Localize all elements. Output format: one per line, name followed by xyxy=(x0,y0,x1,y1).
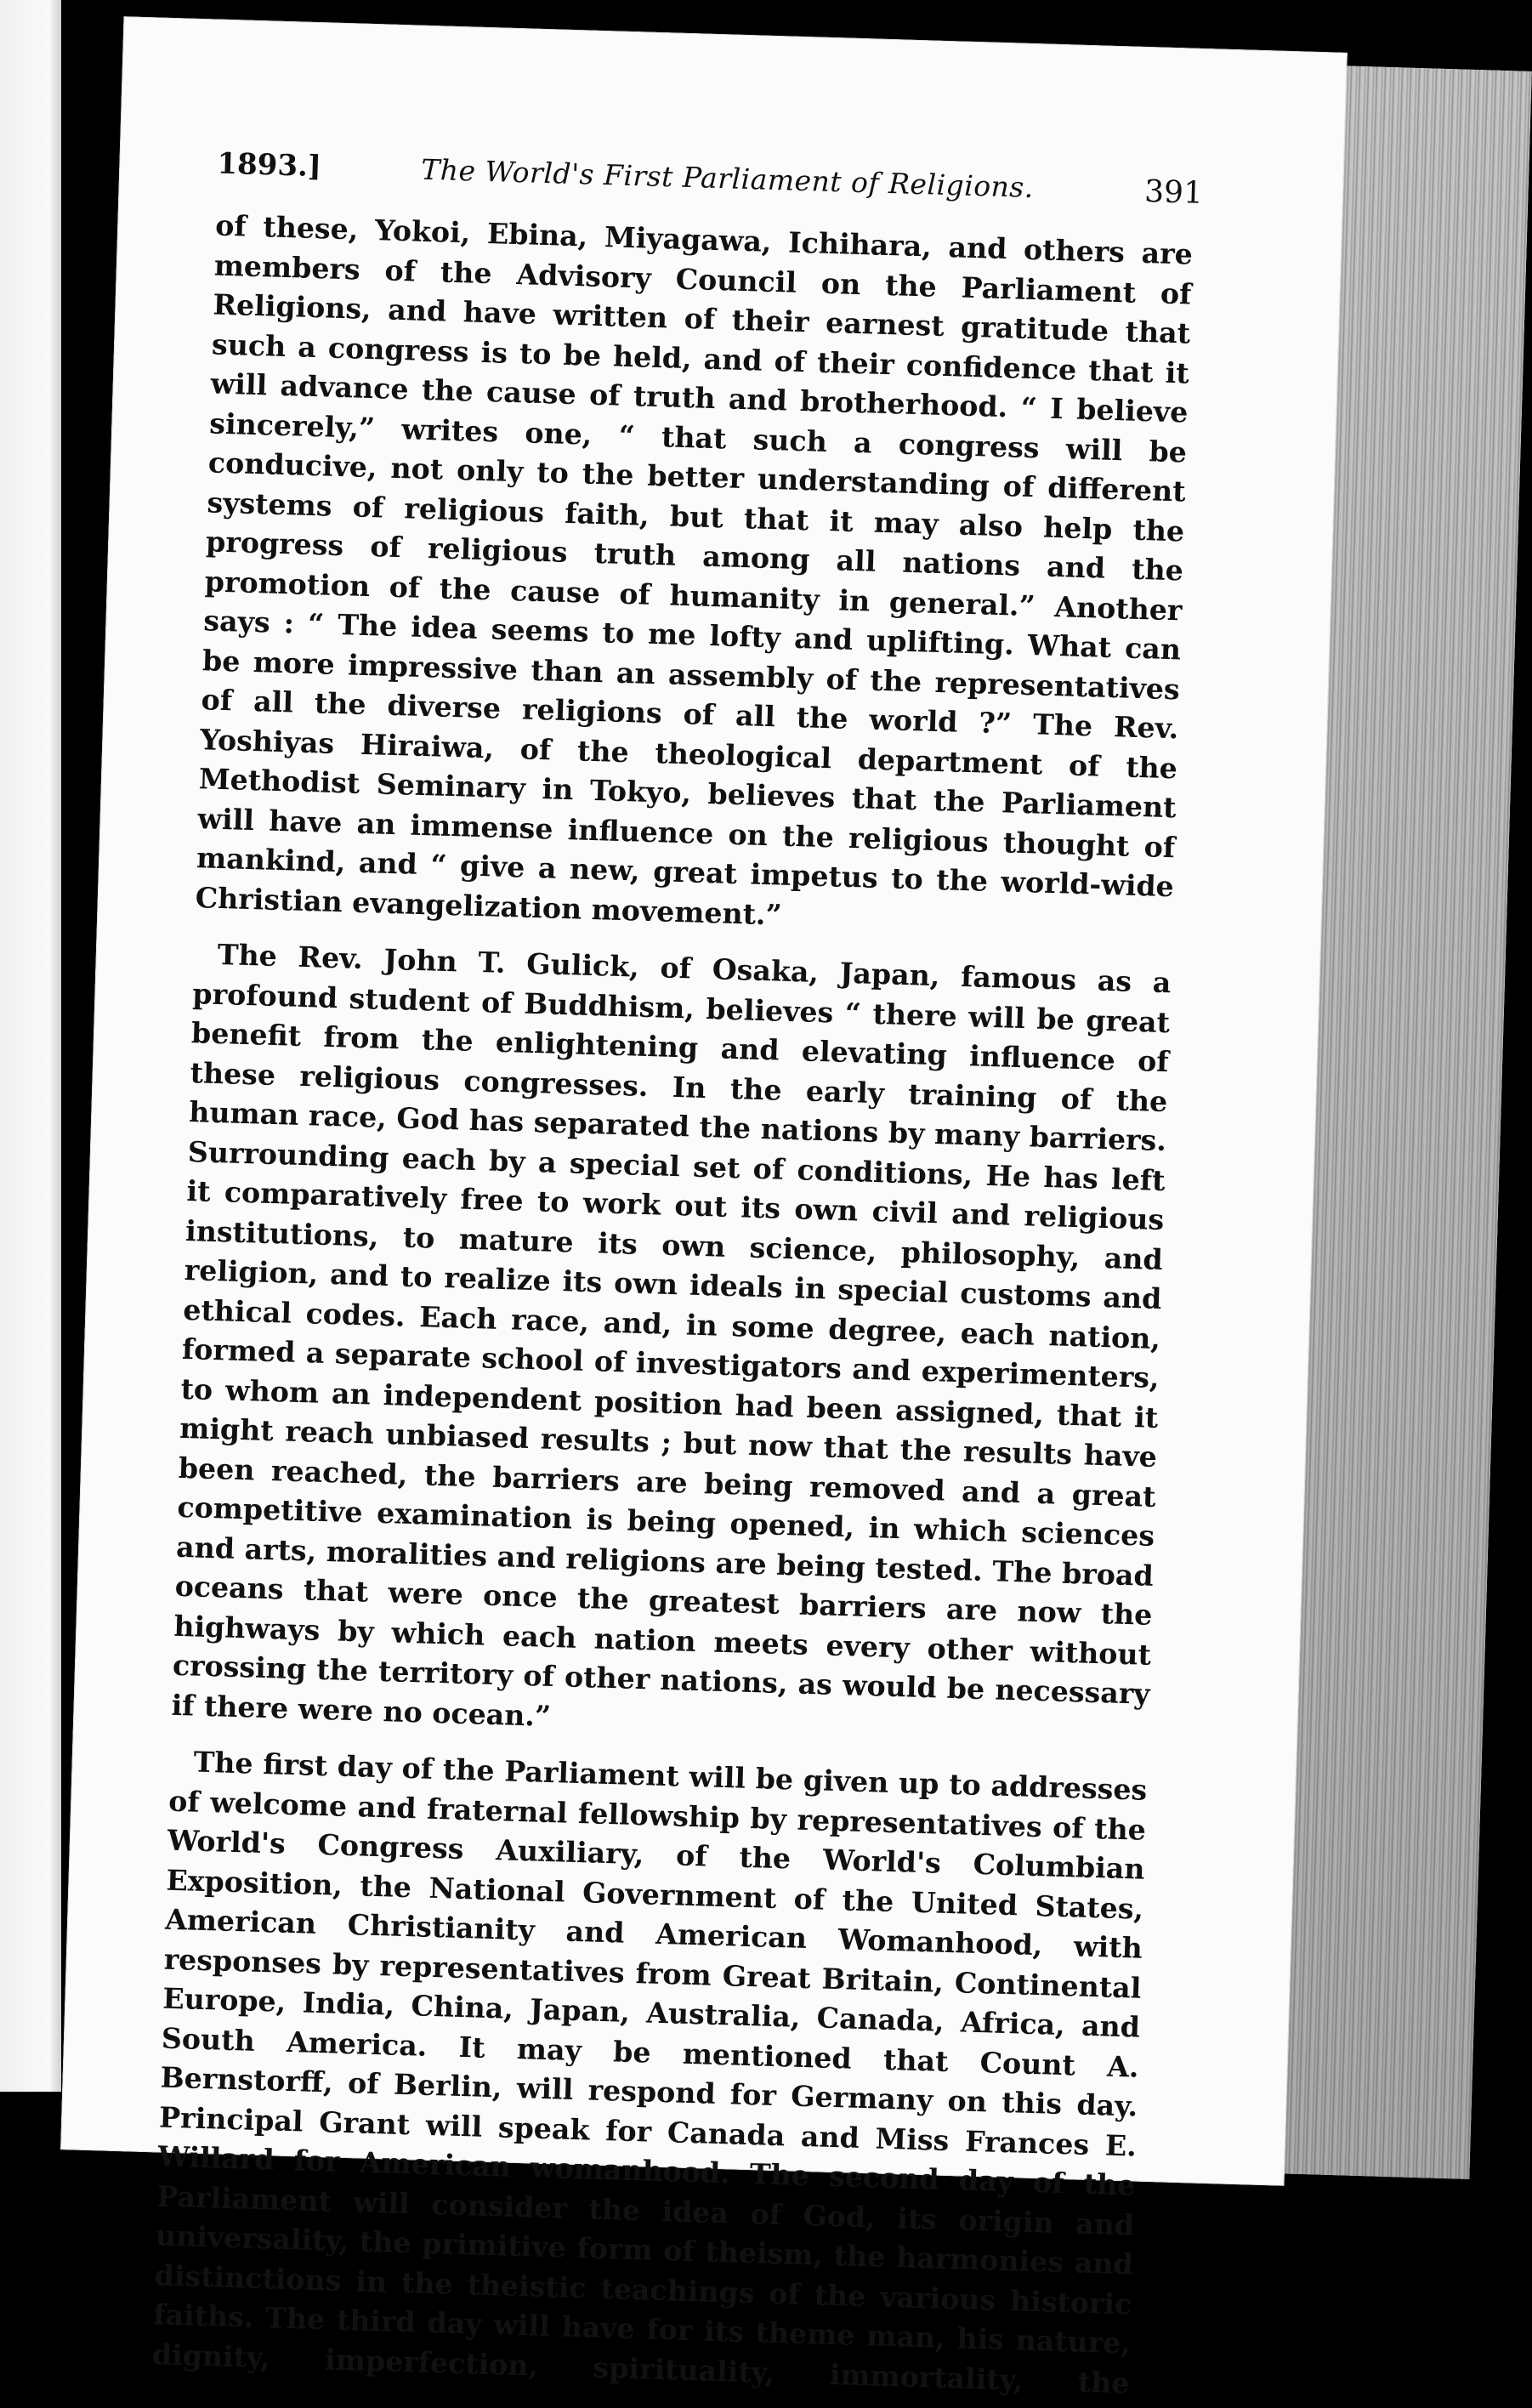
paragraph-3: The first day of the Parliament will be given up to addresses of welcome and fraternal fellowship by representatives of the World's Congress Auxiliary, of the World's Columbian Exposition, the National Government of the United States, American Christianity and American Womanhood, with responses by representatives from Great Britain, Continental Europe, India, China, Japan, Australia, Canada, Africa, and South America. It may be mentioned that Count A. Bernstorff, of Berlin, will respond for Germany on this day. Principal Grant will speak for Canada and Miss Frances E. Willard for American womanhood. The second day of the Parliament will consider the idea of God, its origin and universality, the primitive form of theism, the harmonies and distinctions in the theistic teachings of the various historic faiths. The third day will have for its theme man, his nature, dignity, imperfection, spirituality, immortality, the xyxy=(151,1745,1148,2400)
running-head-year: 1893.] xyxy=(216,146,322,185)
page-number: 391 xyxy=(1143,173,1204,211)
paragraph-1: of these, Yokoi, Ebina, Miyagawa, Ichihara, and others are members of the Advisory Council on the Parliament of Religions, and have written of their earnest gratitude that such a congress is to be held, and of their confidence that it will advance the cause of truth and brotherhood. “ I believe sincerely,” writes one, “ that such a congress will be conducive, not only to the better understanding of different systems of religious faith, but that it may also help the progress of religious truth among all nations and the promotion of the cause of humanity in general.” Another says : “ The idea seems to me lofty and uplifting. What can be more impressive than an assembly of the representatives of all the diverse religions of all the world ?” The Rev. Yoshiyas Hiraiwa, of the theological department of the Methodist Seminary in Tokyo, believes that the Parliament will have an immense influence on the religious thought of mankind, and “ give a new, great impetus to the world-wide Christian evangelization movement.” xyxy=(195,208,1194,932)
page-content xyxy=(151,146,1204,2404)
running-head-title: The World's First Parliament of Religions. xyxy=(420,152,1035,205)
book-page xyxy=(60,16,1348,2400)
paragraph-2: The Rev. John T. Gulick, of Osaka, Japan, famous as a profound student of Buddhism, believes “ there will be great benefit from the enlightening and elevating influence of these religious congresses. In the early training of the human race, God has separated the nations by many barriers. Surrounding each by a special set of conditions, He has left it comparatively free to work out its own civil and religious institutions, to mature its own science, philosophy, and religion, and to realize its own ideals in special customs and ethical codes. Each race, and, in some degree, each nation, formed a separate school of investigators and experimenters, to whom an independent position had been assigned, that it might reach unbiased results ; but now that the results have been reached, the barriers are being removed and a great competitive examination is being opened, in which sciences and arts, moralities and religions are being tested. The broad oceans that were once the greatest barriers are now the highways by which each nation meets every other without crossing the territory of other nations, as would be necessary if there were no ocean.” xyxy=(171,937,1172,1733)
previous-page-edge xyxy=(0,0,61,2092)
